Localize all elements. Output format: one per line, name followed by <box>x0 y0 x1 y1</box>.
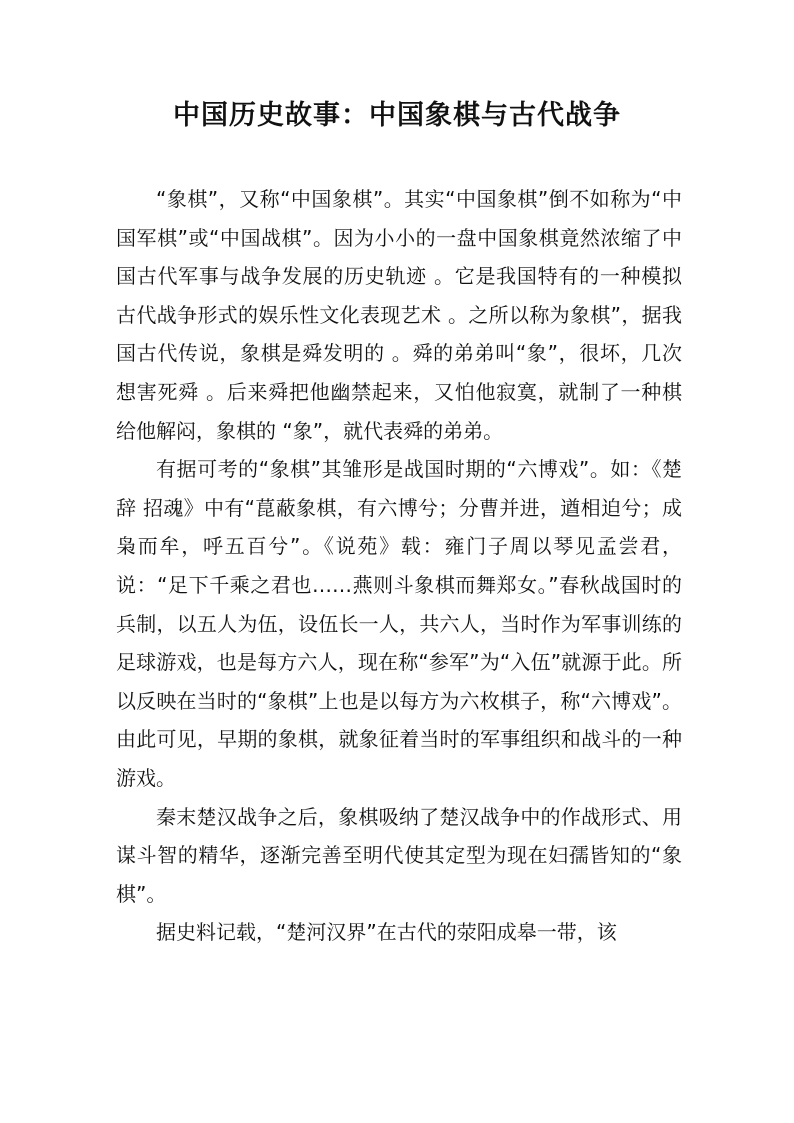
document-body <box>116 180 682 952</box>
paragraph-4: 据史料记载，“楚河汉界”在古代的荥阳成皋一带，该 <box>156 920 617 945</box>
paragraph-2: 有据可考的“象棋”其雏形是战国时期的“六博戏”。如：《楚辞 招魂》中有“菎蔽象棋，有六博兮；分曹并进，遒相迫兮；成枭而牟，呼五百兮”。《说苑》载：雍门子周以琴见孟尝君，说：“足下千乘之君也……燕则斗象棋而舞郑女。”春秋战国时的兵制，以五人为伍，设伍长一人，共六人，当时作为军事训练的足球游戏，也是每方六人，现在称“参军”为“入伍”就源于此。所以反映在当时的“象棋”上也是以每方为六枚棋子，称“六博戏”。由此可见，早期的象棋，就象征着当时的军事组织和战斗的一种游戏。 <box>116 457 682 790</box>
paragraph-1: “象棋”，又称“中国象棋”。其实“中国象棋”倒不如称为“中国军棋”或“中国战棋”。因为小小的一盘中国象棋竟然浓缩了中国古代军事与战争发展的历史轨迹 。它是我国特有的一种模拟古代战争形式的娱乐性文化表现艺术 。之所以称为象棋”，据我国古代传说，象棋是舜发明的 。舜的弟弟叫“象”，很坏，几次想害死舜 。后来舜把他幽禁起来，又怕他寂寞，就制了一种棋给他解闷，象棋的 “象”，就代表舜的弟弟。 <box>116 187 682 443</box>
paragraph-3: 秦末楚汉战争之后，象棋吸纳了楚汉战争中的作战形式、用谋斗智的精华，逐渐完善至明代使其定型为现在妇孺皆知的“象棋”。 <box>116 804 682 906</box>
document-title: 中国历史故事：中国象棋与古代战争 <box>173 100 621 131</box>
